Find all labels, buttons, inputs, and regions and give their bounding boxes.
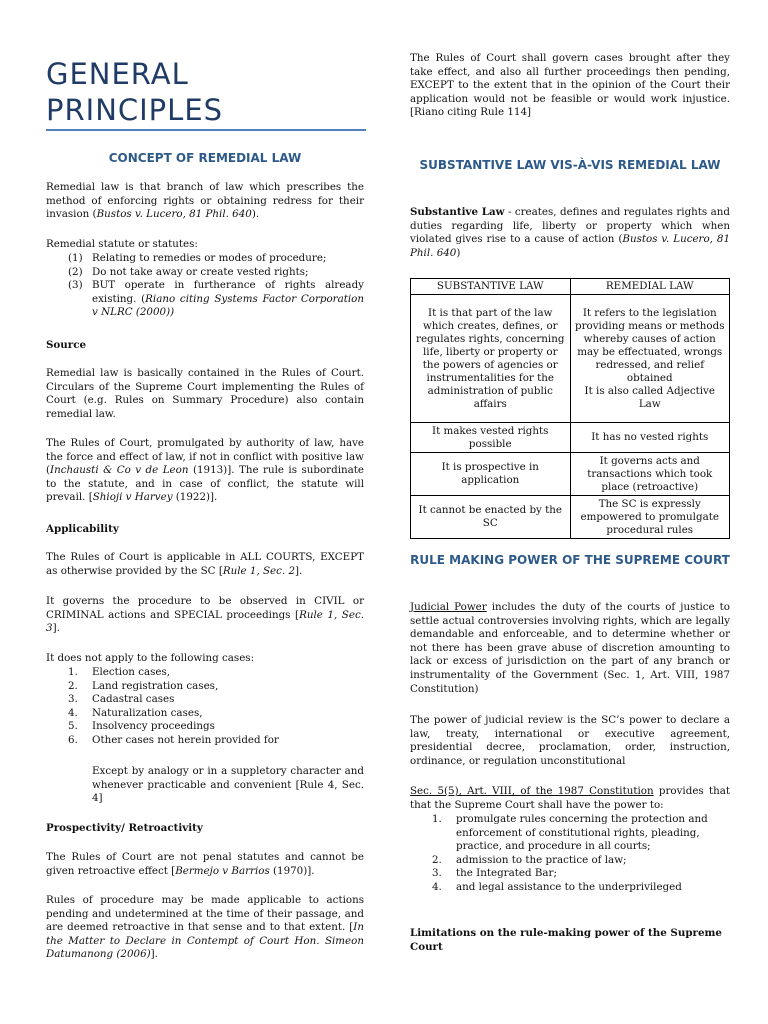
table-header-row — [411, 279, 730, 295]
rules-effectivity-paragraph: The Rules of Court shall govern cases brought after they take effect, and also all further proceedings then pending, EXCEPT to the extent that in the opinion of the Court their application would not be feasible or would work injustice. [Riano citing Rule 114] — [410, 52, 730, 119]
title-underline — [46, 129, 366, 131]
table-row — [411, 295, 730, 423]
title-line-1: GENERAL — [46, 57, 189, 91]
list-item: 3. Cadastral cases — [68, 693, 175, 706]
excluded-cases-list — [46, 666, 364, 748]
powers-list — [410, 813, 730, 895]
applicability-heading: Applicability — [46, 523, 119, 535]
table-row — [411, 496, 730, 539]
judicial-power-paragraph: Judicial Power includes the duty of the courts of justice to settle actual controversies involving rights, which are legally demandable and enforceable, and to determine whether or not there has been grave abuse of discretion amounting to lack or excess of jurisdiction on the part of any branch or instrumentality of the Government (Sec. 1, Art. VIII, 1987 Constitution) — [410, 601, 731, 695]
table-cell: It is that part of the law which creates, defines, or regulates rights, concerning life, liberty or property or the powers of agencies or instrumentalities for the administration of public affairs — [411, 295, 571, 423]
table-cell: It cannot be enacted by the SC — [411, 496, 571, 539]
concept-heading: CONCEPT OF REMEDIAL LAW — [108, 151, 302, 165]
constitution-provision: Sec. 5(5), Art. VIII, of the 1987 Constitution provides that that the Supreme Court shall have the power to: — [410, 785, 730, 811]
list-item: 2. admission to the practice of law; — [432, 853, 627, 866]
citation: Bustos v. Lucero, 81 Phil. 640 — [96, 208, 252, 221]
table-row — [411, 423, 730, 453]
list-item: 1. Election cases, — [68, 666, 171, 678]
statute-intro: Remedial statute or statutes: — [46, 238, 198, 250]
title-line-2: PRINCIPLES — [46, 93, 224, 127]
table-cell: It makes vested rights possible — [411, 423, 571, 453]
applicability-paragraph-3: It does not apply to the following cases: — [46, 652, 255, 664]
page-title — [46, 56, 366, 128]
statute-list — [46, 252, 364, 320]
substantive-vs-remedial-heading: SUBSTANTIVE LAW VIS-À-VIS REMEDIAL LAW — [419, 158, 721, 172]
list-item: (3) BUT operate in furtherance of rights already existing. (Riano citing Systems Factor Corporation v NLRC (2000)) — [68, 279, 365, 319]
limitations-heading: Limitations on the rule-making power of the Supreme Court — [410, 927, 722, 953]
list-item: 1. promulgate rules concerning the protection and enforcement of constitutional rights, pleading, practice, and procedure in all courts; — [432, 813, 708, 853]
applicability-paragraph-2: It governs the procedure to be observed in CIVIL or CRIMINAL actions and SPECIAL proceedings [Rule 1, Sec. 3]. — [46, 595, 364, 635]
table-cell: The SC is expressly empowered to promulgate procedural rules — [570, 496, 730, 539]
source-paragraph-2: The Rules of Court, promulgated by authority of law, have the force and effect of law, if not in conflict with positive law (Inchausti & Co v de Leon (1913)]. The rule is subordinate to the statute, and in case of conflict, the statute will prevail. [Shioji v Harvey (1922)]. — [46, 437, 364, 504]
judicial-review-paragraph: The power of judicial review is the SC’s power to declare a law, treaty, international or executive agreement, presidential decree, proclamation, order, instruction, ordinance, or regulation unconstitutional — [410, 714, 730, 767]
remedial-definition: Remedial law is that branch of law which prescribes the method of enforcing rights or obtaining redress for their invasion (Bustos v. Lucero, 81 Phil. 640). — [46, 181, 364, 221]
table-cell: It governs acts and transactions which took place (retroactive) — [570, 453, 730, 496]
list-item: 3. the Integrated Bar; — [432, 867, 557, 880]
source-paragraph-1: Remedial law is basically contained in the Rules of Court. Circulars of the Supreme Court implementing the Rules of Court (e.g. Rules on Summary Procedure) also contain remedial law. — [46, 367, 364, 420]
table-cell: It has no vested rights — [570, 423, 730, 453]
prospectivity-heading: Prospectivity/ Retroactivity — [46, 822, 203, 834]
table-cell: It is prospective in application — [411, 453, 571, 496]
comparison-table — [410, 278, 730, 539]
table-header-cell: SUBSTANTIVE LAW — [411, 279, 571, 295]
source-heading: Source — [46, 339, 87, 351]
list-item: (1) Relating to remedies or modes of procedure; — [68, 252, 327, 264]
applicability-paragraph-1: The Rules of Court is applicable in ALL COURTS, EXCEPT as otherwise provided by the SC [Rule 1, Sec. 2]. — [46, 551, 364, 577]
list-item: (2) Do not take away or create vested rights; — [68, 265, 309, 278]
list-item: 4. Naturalization cases, — [68, 706, 203, 719]
table-cell: It refers to the legislation providing means or methods whereby causes of action may be effectuated, wrongs redressed, and relief obtained It is also called Adjective Law — [570, 295, 730, 423]
table-row — [411, 453, 730, 496]
list-item: 2. Land registration cases, — [68, 679, 219, 692]
list-item: 5. Insolvency proceedings — [68, 720, 215, 733]
substantive-law-definition: Substantive Law - creates, defines and regulates rights and duties regarding life, liberty or property which when violated gives rise to a cause of action (Bustos v. Lucero, 81 Phil. 640) — [410, 206, 731, 259]
except-note: Except by analogy or in a suppletory character and whenever practicable and convenient [Rule 4, Sec. 4] — [92, 765, 364, 805]
table-header-cell: REMEDIAL LAW — [570, 279, 730, 295]
prospectivity-paragraph-2: Rules of procedure may be made applicable to actions pending and undetermined at the time of their passage, and are deemed retroactive in that sense and to that extent. [In the Matter to Declare in Contempt of Court Hon. Simeon Datumanong (2006)]. — [46, 894, 364, 961]
prospectivity-paragraph-1: The Rules of Court are not penal statutes and cannot be given retroactive effect [Bermejo v Barrios (1970)]. — [46, 851, 364, 877]
rule-making-power-heading: RULE MAKING POWER OF THE SUPREME COURT — [410, 553, 730, 567]
list-item: 4. and legal assistance to the underprivileged — [432, 880, 682, 893]
list-item: 6. Other cases not herein provided for — [68, 733, 279, 746]
